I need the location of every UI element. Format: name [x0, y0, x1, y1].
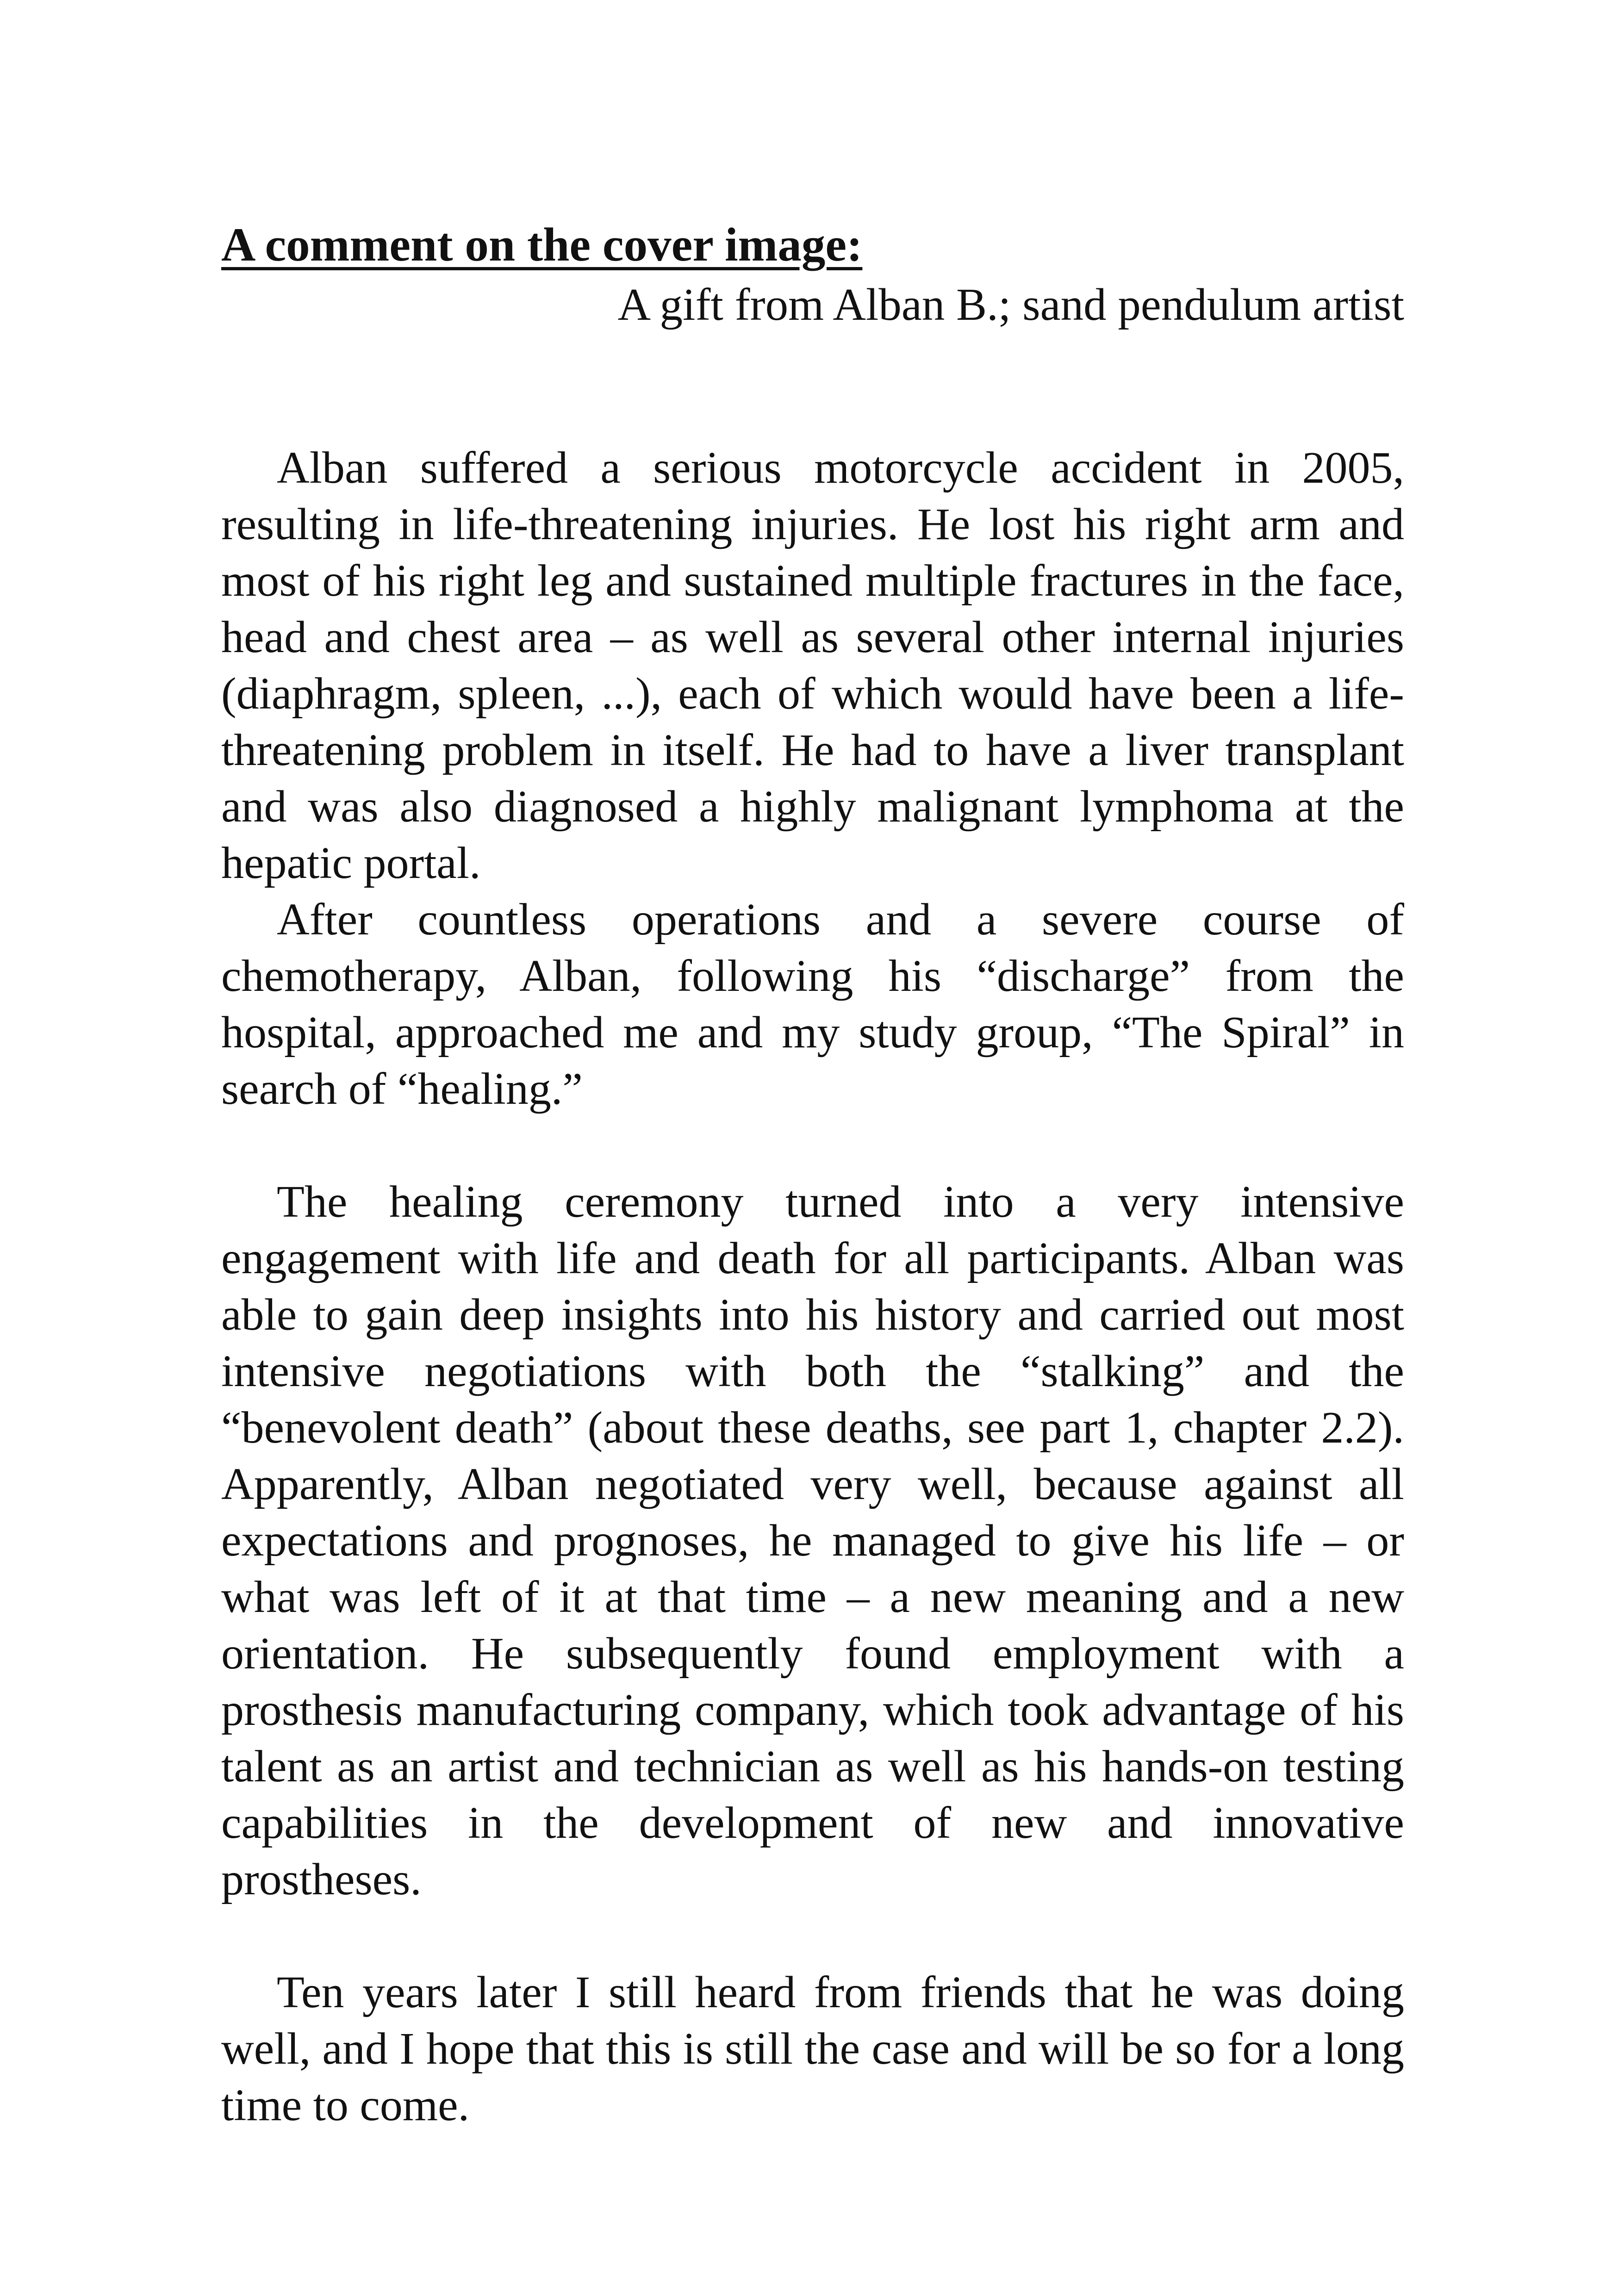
paragraph-accident: Alban suffered a serious motorcycle accident in 2005, resulting in life-threatening injuries. He lost his right arm and most of his right leg and sustained multiple fractures in the face, head and chest area – as well as several other internal injuries (diaphragm, spleen, ...), each of which would have been a life-threatening problem in itself. He had to have a liver transplant and was also diagnosed a highly malignant lymphoma at the hepatic portal. — [221, 443, 1404, 888]
page-heading: A comment on the cover image: — [221, 218, 863, 271]
paragraph-after-operations: After countless operations and a severe course of chemotherapy, Alban, following his “discharge” from the hospital, approached me and my study group, “The Spiral” in search of “healing.” — [221, 895, 1404, 1114]
paragraph-healing-ceremony: The healing ceremony turned into a very intensive engagement with life and death for all participants. Alban was able to gain deep insights into his history and carried out most intensive negotiations with both the “stalking” and the “benevolent death” (about these deaths, see part 1, chapter 2.2). Apparently, Alban negotiated very well, because against all expectations and prognoses, he managed to give his life – or what was left of it at that time – a new meaning and a new orientation. He subsequently found employment with a prosthesis manufacturing company, which took advantage of his talent as an artist and technician as well as his hands-on testing capabilities in the development of new and innovative prostheses. — [221, 1177, 1404, 1904]
page-subheading: A gift from Alban B.; sand pendulum artist — [617, 280, 1404, 330]
body-text — [221, 440, 1404, 2134]
paragraph-ten-years-later: Ten years later I still heard from friends that he was doing well, and I hope that this is still the case and will be so for a long time to come. — [221, 1967, 1404, 2130]
